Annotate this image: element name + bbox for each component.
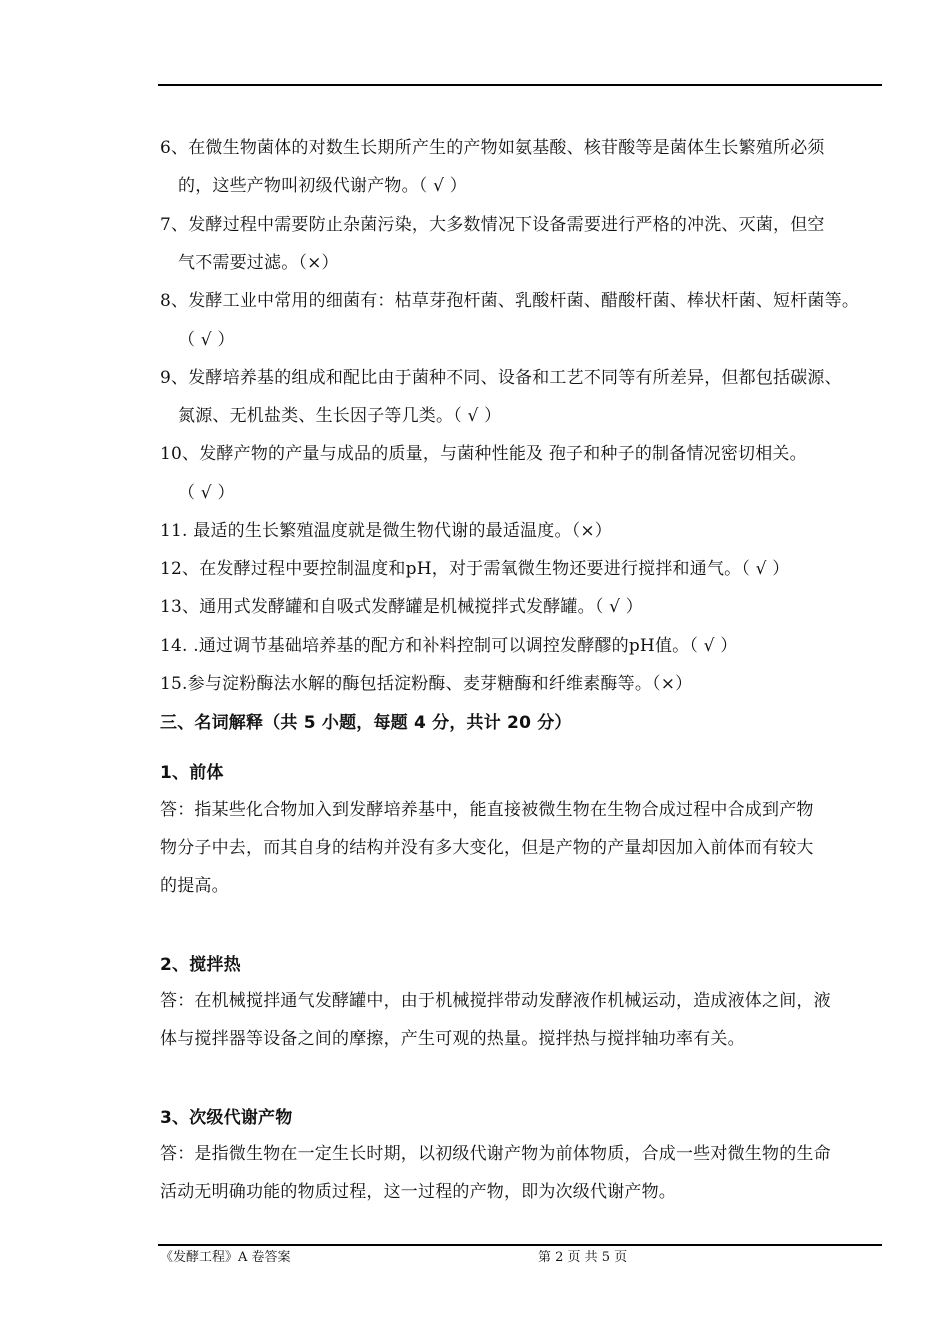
term-3-line-2: 活动无明确功能的物质过程，这一过程的产物，即为次级代谢产物。 (160, 1182, 676, 1202)
item-7-line-1: 7、发酵过程中需要防止杂菌污染，大多数情况下设备需要进行严格的冲洗、灭菌，但空 (160, 215, 825, 235)
item-6-line-1: 6、在微生物菌体的对数生长期所产生的产物如氨基酸、核苷酸等是菌体生长繁殖所必须 (160, 138, 825, 158)
item-9-line-2: 氮源、无机盐类、生长因子等几类。（ √ ） (178, 406, 502, 426)
item-8-line-1: 8、发酵工业中常用的细菌有：枯草芽孢杆菌、乳酸杆菌、醋酸杆菌、棒状杆菌、短杆菌等。 (160, 291, 860, 311)
term-3-title: 3、次级代谢产物 (160, 1108, 293, 1128)
item-6-line-2: 的，这些产物叫初级代谢产物。（ √ ） (178, 176, 467, 196)
term-2-title: 2、搅拌热 (160, 955, 241, 975)
footer-page-number: 第 2 页 共 5 页 (538, 1250, 628, 1265)
term-3-line-1: 答：是指微生物在一定生长时期，以初级代谢产物为前体物质，合成一些对微生物的生命 (160, 1144, 831, 1164)
item-10-line-1: 10、发酵产物的产量与成品的质量，与菌种性能及 孢子和种子的制备情况密切相关。 (160, 444, 807, 464)
footer-course-label: 《发酵工程》A 卷答案 (160, 1250, 291, 1265)
item-9-line-1: 9、发酵培养基的组成和配比由于菌种不同、设备和工艺不同等有所差异，但都包括碳源、 (160, 368, 842, 388)
section-heading: 三、名词解释（共 5 小题，每题 4 分，共计 20 分） (160, 713, 572, 733)
term-1-line-2: 物分子中去，而其自身的结构并没有多大变化，但是产物的产量却因加入前体而有较大 (160, 838, 814, 858)
term-1-title: 1、前体 (160, 763, 224, 783)
item-12-line: 12、在发酵过程中要控制温度和pH，对于需氧微生物还要进行搅拌和通气。（ √ ） (160, 559, 790, 579)
term-2-line-1: 答：在机械搅拌通气发酵罐中，由于机械搅拌带动发酵液作机械运动，造成液体之间，液 (160, 991, 831, 1011)
item-13-line: 13、通用式发酵罐和自吸式发酵罐是机械搅拌式发酵罐。（ √ ） (160, 597, 643, 617)
footer-rule (158, 1244, 882, 1246)
term-1-line-3: 的提高。 (160, 876, 229, 896)
item-14-line: 14. .通过调节基础培养基的配方和补料控制可以调控发酵醪的pH值。（ √ ） (160, 636, 738, 656)
term-2-line-2: 体与搅拌器等设备之间的摩擦，产生可观的热量。搅拌热与搅拌轴功率有关。 (160, 1029, 745, 1049)
item-15-line: 15.参与淀粉酶法水解的酶包括淀粉酶、麦芽糖酶和纤维素酶等。（×） (160, 674, 693, 694)
item-7-line-2: 气不需要过滤。（×） (178, 253, 339, 273)
header-rule (158, 84, 882, 86)
item-11-line: 11. 最适的生长繁殖温度就是微生物代谢的最适温度。（×） (160, 521, 612, 541)
item-10-line-2: （ √ ） (178, 483, 235, 503)
item-8-line-2: （ √ ） (178, 330, 235, 350)
term-1-line-1: 答：指某些化合物加入到发酵培养基中，能直接被微生物在生物合成过程中合成到产物 (160, 800, 814, 820)
